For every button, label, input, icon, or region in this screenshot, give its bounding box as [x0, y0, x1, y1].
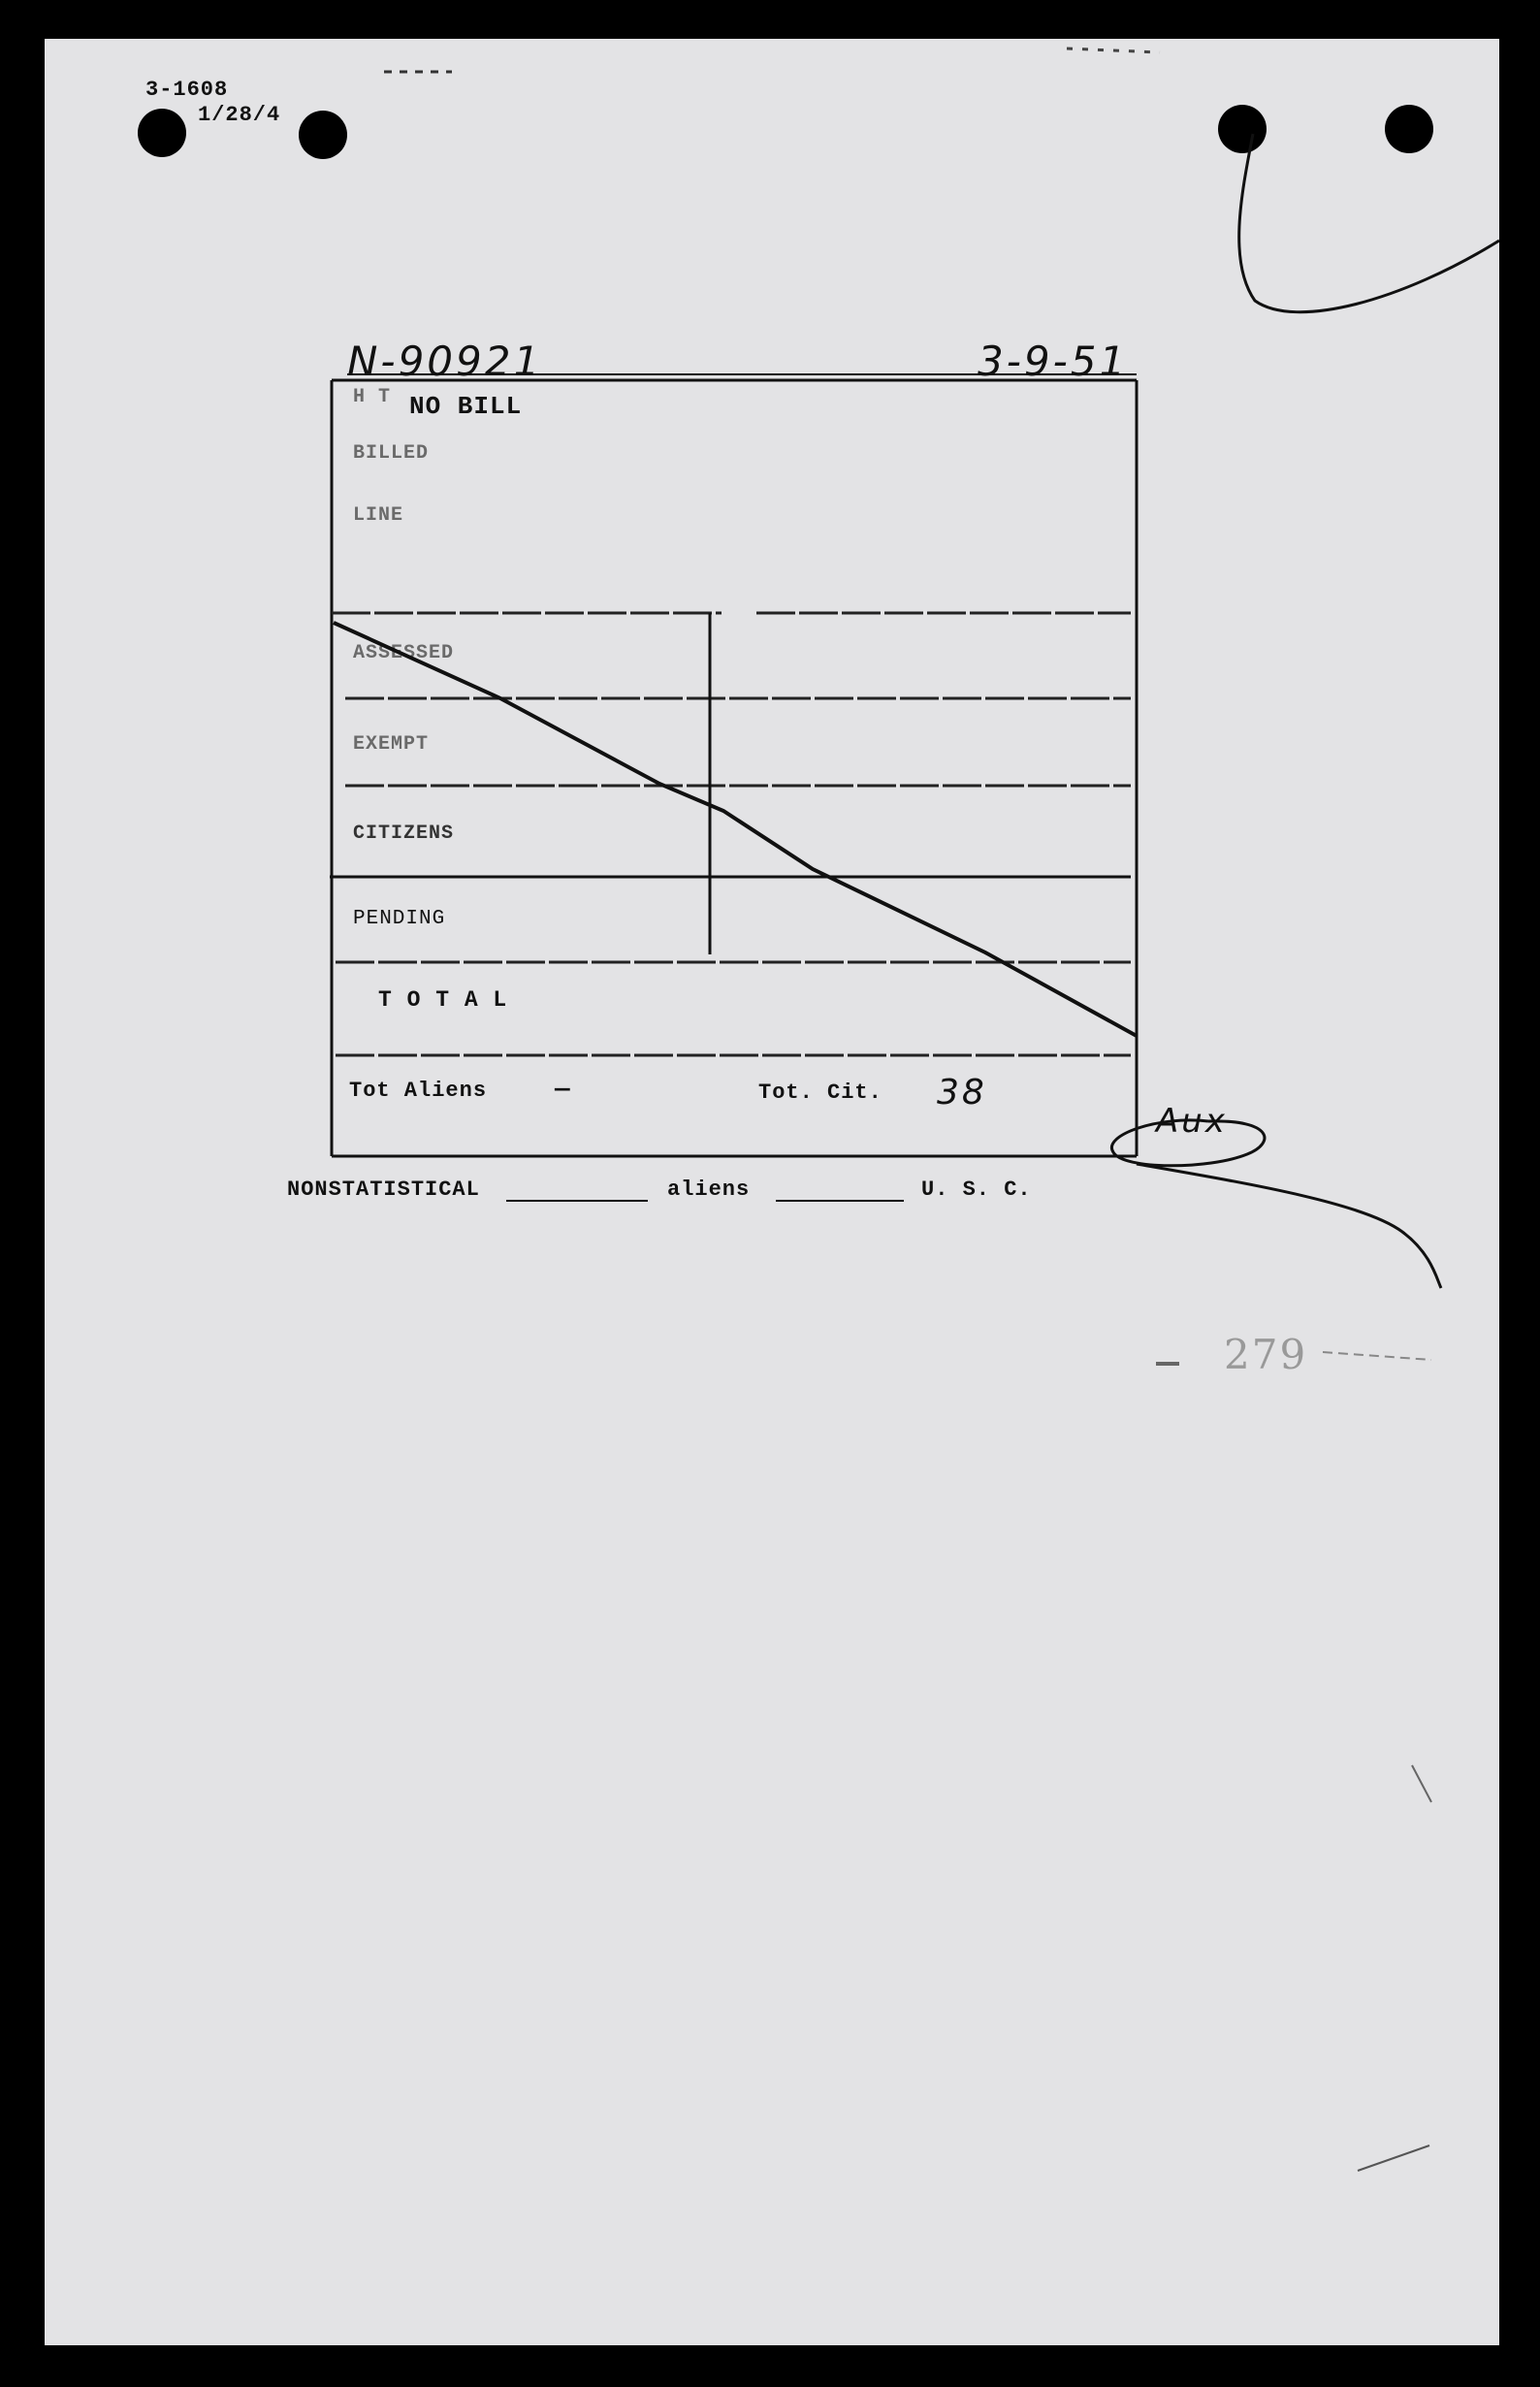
initials-circle [1111, 1120, 1264, 1166]
stroke-mark-topright [1067, 48, 1160, 52]
top-line-1: H T [353, 386, 392, 408]
row-label-exempt: EXEMPT [353, 733, 430, 756]
form-revision: 1/28/4 [198, 103, 281, 127]
form-code: 3-1608 [145, 78, 229, 102]
footer-aliens-label: aliens [667, 1177, 751, 1202]
footer-usc-label: U. S. C. [921, 1177, 1032, 1202]
case-date: 3-9-51 [978, 338, 1129, 385]
no-bill-stamp: NO BILL [409, 392, 523, 421]
pencil-curve-lower [1137, 1164, 1441, 1288]
case-number: N-90921 [347, 338, 543, 385]
row-label-citizens: CITIZENS [353, 823, 455, 845]
tot-cit-label: Tot. Cit. [758, 1081, 882, 1105]
row-label-pending: PENDING [353, 908, 446, 930]
stamp-dash [1323, 1352, 1431, 1360]
pencil-curve-upper [1239, 134, 1499, 312]
document-sheet [45, 39, 1499, 2345]
nonstatistical-label: NONSTATISTICAL [287, 1177, 480, 1202]
edge-mark-middle [1412, 1765, 1431, 1802]
tot-cit-value: 38 [937, 1073, 987, 1113]
edge-mark-bottom [1358, 2145, 1429, 2171]
initials: Aux [1156, 1102, 1228, 1141]
tot-aliens-value: — [555, 1075, 571, 1104]
tot-aliens-label: Tot Aliens [349, 1079, 488, 1103]
form-lines [45, 39, 1499, 2345]
row-label-assessed: ASSESSED [353, 642, 455, 664]
total-label: T O T A L [378, 987, 508, 1013]
page-stamp-number: 279 [1224, 1331, 1308, 1378]
top-line-3: LINE [353, 504, 404, 527]
top-line-2: BILLED [353, 442, 430, 465]
cross-out-line [334, 623, 1137, 1036]
